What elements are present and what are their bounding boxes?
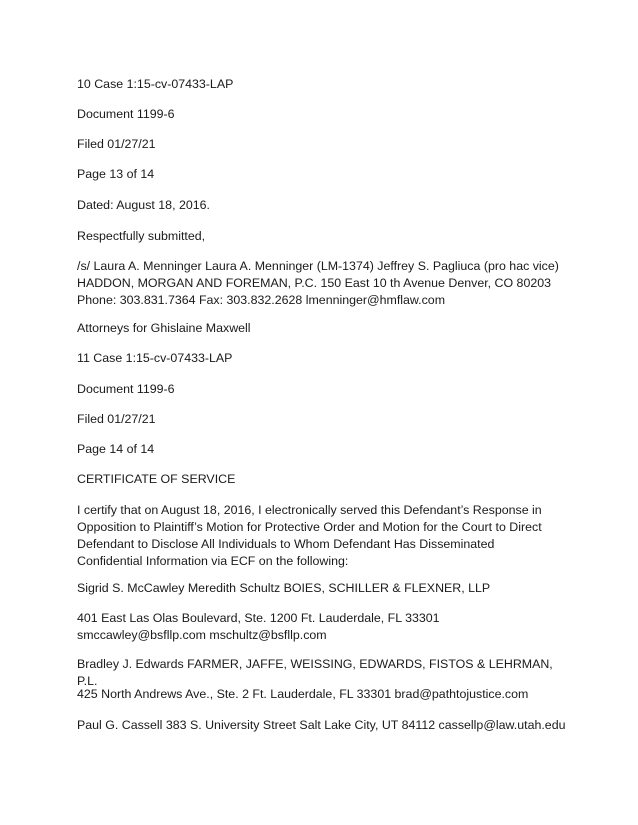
case-header-page-13: 10 Case 1:15-cv-07433-LAP (77, 77, 234, 91)
document-number: Document 1199-6 (77, 382, 175, 396)
page-number: Page 14 of 14 (77, 442, 155, 456)
certification-paragraph: I certify that on August 18, 2016, I electronically served this Defendant’s Response in Opposition to Plaintiff’s Motion for Protective Order and Motion for the Court to Direct Defendant to Disclose All Individuals to Whom Defendant Has Disseminated Confidential Information via ECF on the following: (77, 503, 542, 568)
signature-block: /s/ Laura A. Menninger Laura A. Menninger (LM-1374) Jeffrey S. Pagliuca (pro hac vice) HADDON, MORGAN AND FOREMAN, P.C. 150 East 10 th Avenue Denver, CO 80203 Phone: 303.831.7364 Fax: 303.832.2628 lmenninger@hmflaw.com (77, 259, 559, 307)
service-address-1: 401 East Las Olas Boulevard, Ste. 1200 Ft. Lauderdale, FL 33301 smccawley@bsfllp.com mschultz@bsfllp.com (77, 611, 440, 642)
page-number: Page 13 of 14 (77, 167, 155, 181)
service-party-1: Sigrid S. McCawley Meredith Schultz BOIES, SCHILLER & FLEXNER, LLP (77, 581, 491, 595)
service-address-2: 425 North Andrews Ave., Ste. 2 Ft. Lauderdale, FL 33301 brad@pathtojustice.com (77, 687, 529, 701)
closing-line: Respectfully submitted, (77, 229, 206, 243)
service-party-3: Paul G. Cassell 383 S. University Street Salt Lake City, UT 84112 cassellp@law.utah.edu (77, 718, 566, 732)
certificate-heading: CERTIFICATE OF SERVICE (77, 472, 236, 486)
document-number: Document 1199-6 (77, 107, 175, 121)
dated-line: Dated: August 18, 2016. (77, 198, 210, 212)
service-party-2: Bradley J. Edwards FARMER, JAFFE, WEISSING, EDWARDS, FISTOS & LEHRMAN, P.L. (77, 657, 553, 688)
case-header-page-14: 11 Case 1:15-cv-07433-LAP (77, 351, 233, 365)
filed-date: Filed 01/27/21 (77, 137, 156, 151)
attorneys-for-line: Attorneys for Ghislaine Maxwell (77, 321, 251, 335)
filed-date: Filed 01/27/21 (77, 412, 156, 426)
